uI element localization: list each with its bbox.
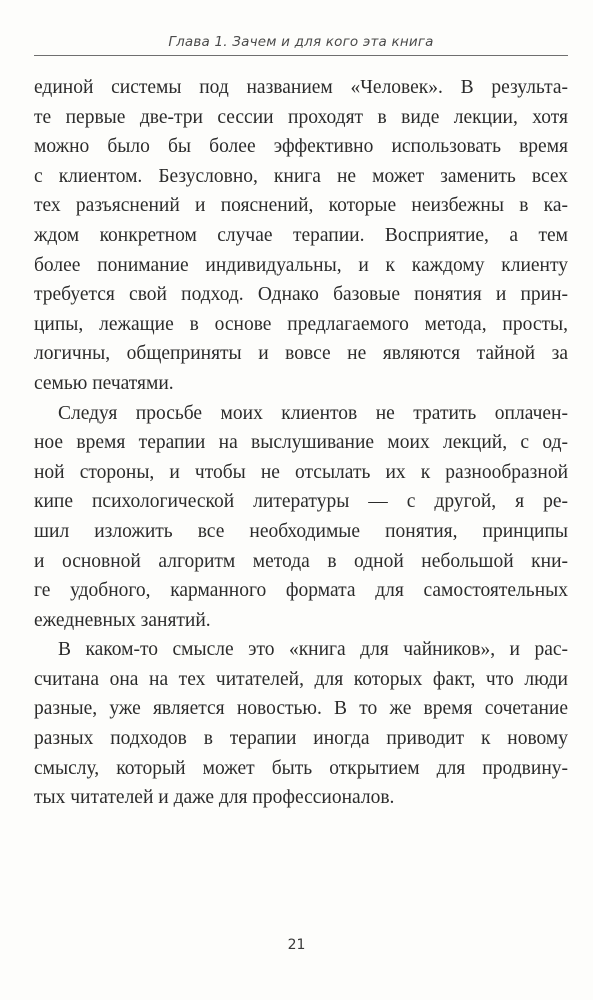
text-line: Следуя просьбе моих клиентов не тратить оплачен- (58, 402, 568, 424)
text-line: можно было бы более эффективно использовать время (34, 136, 568, 158)
paragraph-1 (34, 73, 568, 399)
text-line: смыслу, который может быть открытием для продвину- (34, 757, 568, 779)
page-number: 21 (287, 937, 306, 953)
text-line: ге удобного, карманного формата для самостоятельных (34, 580, 568, 602)
text-line: В каком-то смысле это «книга для чайников», и рас- (58, 639, 568, 661)
running-head: Глава 1. Зачем и для кого эта книга (168, 34, 434, 50)
text-line: ной стороны, и чтобы не отсылать их к разнообразной (34, 461, 568, 483)
text-line: требуется свой подход. Однако базовые понятия и прин- (34, 284, 568, 306)
paragraph-3 (34, 635, 568, 813)
text-line: с клиентом. Безусловно, книга не может заменить всех (34, 165, 568, 187)
body-text (34, 73, 568, 813)
text-line: разные, уже является новостью. В то же время сочетание (34, 698, 568, 720)
text-line: шил изложить все необходимые понятия, принципы (34, 520, 568, 542)
text-line: те первые две-три сессии проходят в виде лекции, хотя (34, 106, 568, 128)
text-line: тых читателей и даже для профессионалов. (34, 787, 395, 809)
text-line: считана она на тех читателей, для которых факт, что люди (34, 668, 568, 690)
text-line: кипе психологической литературы — с другой, я ре- (34, 491, 568, 513)
text-line: ждом конкретном случае терапии. Восприятие, а тем (34, 224, 568, 246)
text-line: и основной алгоритм метода в одной небольшой кни- (34, 550, 568, 572)
text-line: логичны, общеприняты и вовсе не являются тайной за (34, 343, 568, 365)
text-line: семью печатями. (34, 372, 174, 394)
text-line: более понимание индивидуальны, и к каждому клиенту (34, 254, 568, 276)
text-line: ное время терапии на выслушивание моих лекций, с од- (34, 432, 568, 454)
text-line: разных подходов в терапии иногда приводит к новому (34, 728, 568, 750)
text-line: ципы, лежащие в основе предлагаемого метода, просты, (34, 313, 568, 335)
text-line: единой системы под названием «Человек». В результа- (34, 77, 568, 98)
header-rule (34, 55, 568, 56)
text-line: тех разъяснений и пояснений, которые неизбежны в ка- (34, 195, 568, 217)
paragraph-2 (34, 399, 568, 636)
text-line: ежедневных занятий. (34, 609, 211, 631)
